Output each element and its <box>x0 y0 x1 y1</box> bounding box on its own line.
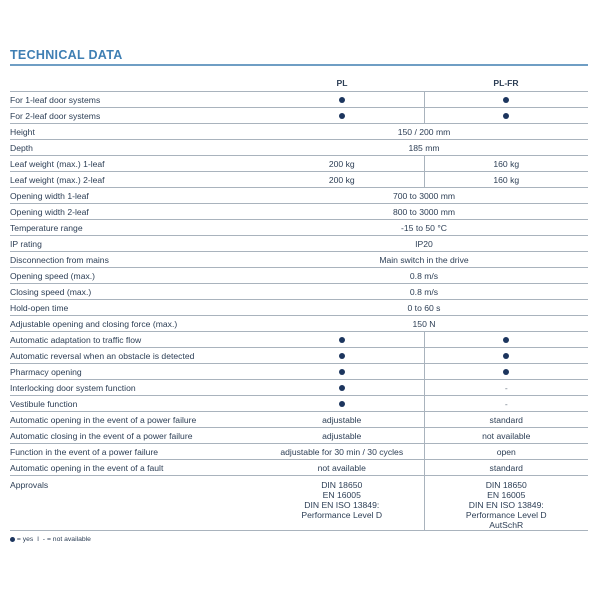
approval-item: DIN EN ISO 13849: <box>468 500 544 510</box>
table-row <box>10 268 588 284</box>
table-row <box>10 284 588 300</box>
row-label: Function in the event of a power failure <box>10 444 260 460</box>
value-pl-fr: standard <box>424 460 588 476</box>
row-label: Approvals <box>10 476 260 531</box>
value-pl <box>260 92 424 108</box>
value-pl: adjustable for 30 min / 30 cycles <box>260 444 424 460</box>
value-pl: 200 kg <box>260 156 424 172</box>
row-label: Depth <box>10 140 260 156</box>
yes-dot-icon <box>339 385 345 391</box>
approval-item: EN 16005 <box>487 490 526 500</box>
approval-item: AutSchR <box>489 520 524 530</box>
table-row <box>10 220 588 236</box>
table-row-approvals <box>10 476 588 531</box>
value-pl-fr <box>424 332 588 348</box>
value-both: 800 to 3000 mm <box>260 204 588 220</box>
value-pl-fr: not available <box>424 428 588 444</box>
row-label: Disconnection from mains <box>10 252 260 268</box>
table-row <box>10 396 588 412</box>
row-label: Leaf weight (max.) 1-leaf <box>10 156 260 172</box>
value-pl <box>260 348 424 364</box>
yes-dot-icon <box>339 97 345 103</box>
column-header-pl: PL <box>336 78 348 88</box>
value-pl-fr: 160 kg <box>424 172 588 188</box>
row-label: Automatic adaptation to traffic flow <box>10 332 260 348</box>
table-row <box>10 316 588 332</box>
table-row <box>10 140 588 156</box>
value-both: IP20 <box>260 236 588 252</box>
row-label: Automatic opening in the event of a power failure <box>10 412 260 428</box>
column-header-pl-fr: PL-FR <box>493 78 519 88</box>
value-pl-fr: 160 kg <box>424 156 588 172</box>
section-title: TECHNICAL DATA <box>10 48 123 62</box>
value-both: 150 N <box>260 316 588 332</box>
table-row <box>10 204 588 220</box>
value-both: Main switch in the drive <box>260 252 588 268</box>
approval-item: DIN 18650 <box>321 480 363 490</box>
header-row <box>10 75 588 92</box>
table-row <box>10 156 588 172</box>
row-label: Vestibule function <box>10 396 260 412</box>
value-both: 700 to 3000 mm <box>260 188 588 204</box>
value-pl <box>260 396 424 412</box>
yes-dot-icon <box>503 113 509 119</box>
row-label: Opening width 1-leaf <box>10 188 260 204</box>
value-both: 185 mm <box>260 140 588 156</box>
not-available-dash: - <box>504 398 508 409</box>
table-row <box>10 380 588 396</box>
row-label: Leaf weight (max.) 2-leaf <box>10 172 260 188</box>
row-label: For 1-leaf door systems <box>10 92 260 108</box>
table-row <box>10 92 588 108</box>
table-row <box>10 364 588 380</box>
yes-dot-icon <box>339 113 345 119</box>
value-pl-fr <box>424 364 588 380</box>
legend-yes: = yes <box>16 536 34 543</box>
row-label: Interlocking door system function <box>10 380 260 396</box>
row-label: Height <box>10 124 260 140</box>
table-row <box>10 428 588 444</box>
yes-dot-icon <box>503 369 509 375</box>
value-pl-fr <box>424 348 588 364</box>
approval-item: DIN 18650 <box>485 480 527 490</box>
value-pl-fr <box>424 108 588 124</box>
value-pl-fr: open <box>424 444 588 460</box>
value-pl-fr: standard <box>424 412 588 428</box>
approval-item: EN 16005 <box>322 490 361 500</box>
value-both: -15 to 50 °C <box>260 220 588 236</box>
approval-item: DIN EN ISO 13849: <box>304 500 380 510</box>
value-both: 0.8 m/s <box>260 268 588 284</box>
yes-dot-icon <box>503 353 509 359</box>
value-pl <box>260 380 424 396</box>
legend-not-available: = not available <box>46 536 91 543</box>
yes-dot-icon <box>339 369 345 375</box>
title-rule <box>10 64 588 66</box>
row-label: Temperature range <box>10 220 260 236</box>
row-label: Pharmacy opening <box>10 364 260 380</box>
row-label: Adjustable opening and closing force (max.) <box>10 316 260 332</box>
approvals-pl-fr <box>424 476 588 531</box>
value-pl <box>260 108 424 124</box>
value-pl <box>260 364 424 380</box>
yes-dot-icon <box>503 337 509 343</box>
yes-dot-icon <box>339 401 345 407</box>
value-pl: 200 kg <box>260 172 424 188</box>
yes-dot-icon <box>503 97 509 103</box>
table-row <box>10 348 588 364</box>
value-pl <box>260 332 424 348</box>
yes-dot-icon <box>339 353 345 359</box>
table-row <box>10 124 588 140</box>
table-row <box>10 236 588 252</box>
row-label: Automatic reversal when an obstacle is detected <box>10 348 260 364</box>
value-pl: adjustable <box>260 412 424 428</box>
approval-item: Performance Level D <box>465 510 547 520</box>
value-both: 0.8 m/s <box>260 284 588 300</box>
row-label: Closing speed (max.) <box>10 284 260 300</box>
table-row <box>10 460 588 476</box>
row-label: Automatic closing in the event of a power failure <box>10 428 260 444</box>
yes-dot-icon <box>339 337 345 343</box>
approval-item: Performance Level D <box>301 510 383 520</box>
table-row <box>10 444 588 460</box>
legend-dash: - <box>42 536 46 543</box>
row-label: For 2-leaf door systems <box>10 108 260 124</box>
legend <box>10 536 91 543</box>
approvals-pl <box>260 476 424 531</box>
row-label: Hold-open time <box>10 300 260 316</box>
row-label: Automatic opening in the event of a fault <box>10 460 260 476</box>
value-pl-fr <box>424 380 588 396</box>
value-pl: adjustable <box>260 428 424 444</box>
header-blank <box>10 75 260 92</box>
table-row <box>10 252 588 268</box>
table-row <box>10 412 588 428</box>
value-both: 0 to 60 s <box>260 300 588 316</box>
table-row <box>10 108 588 124</box>
table-row <box>10 188 588 204</box>
table-row <box>10 332 588 348</box>
row-label: Opening speed (max.) <box>10 268 260 284</box>
table-row <box>10 300 588 316</box>
row-label: IP rating <box>10 236 260 252</box>
technical-data-table <box>10 75 588 531</box>
yes-dot-icon <box>10 537 15 542</box>
value-pl: not available <box>260 460 424 476</box>
not-available-dash: - <box>504 382 508 393</box>
row-label: Opening width 2-leaf <box>10 204 260 220</box>
value-both: 150 / 200 mm <box>260 124 588 140</box>
table-row <box>10 172 588 188</box>
legend-separator: I <box>37 536 39 543</box>
value-pl-fr <box>424 396 588 412</box>
value-pl-fr <box>424 92 588 108</box>
